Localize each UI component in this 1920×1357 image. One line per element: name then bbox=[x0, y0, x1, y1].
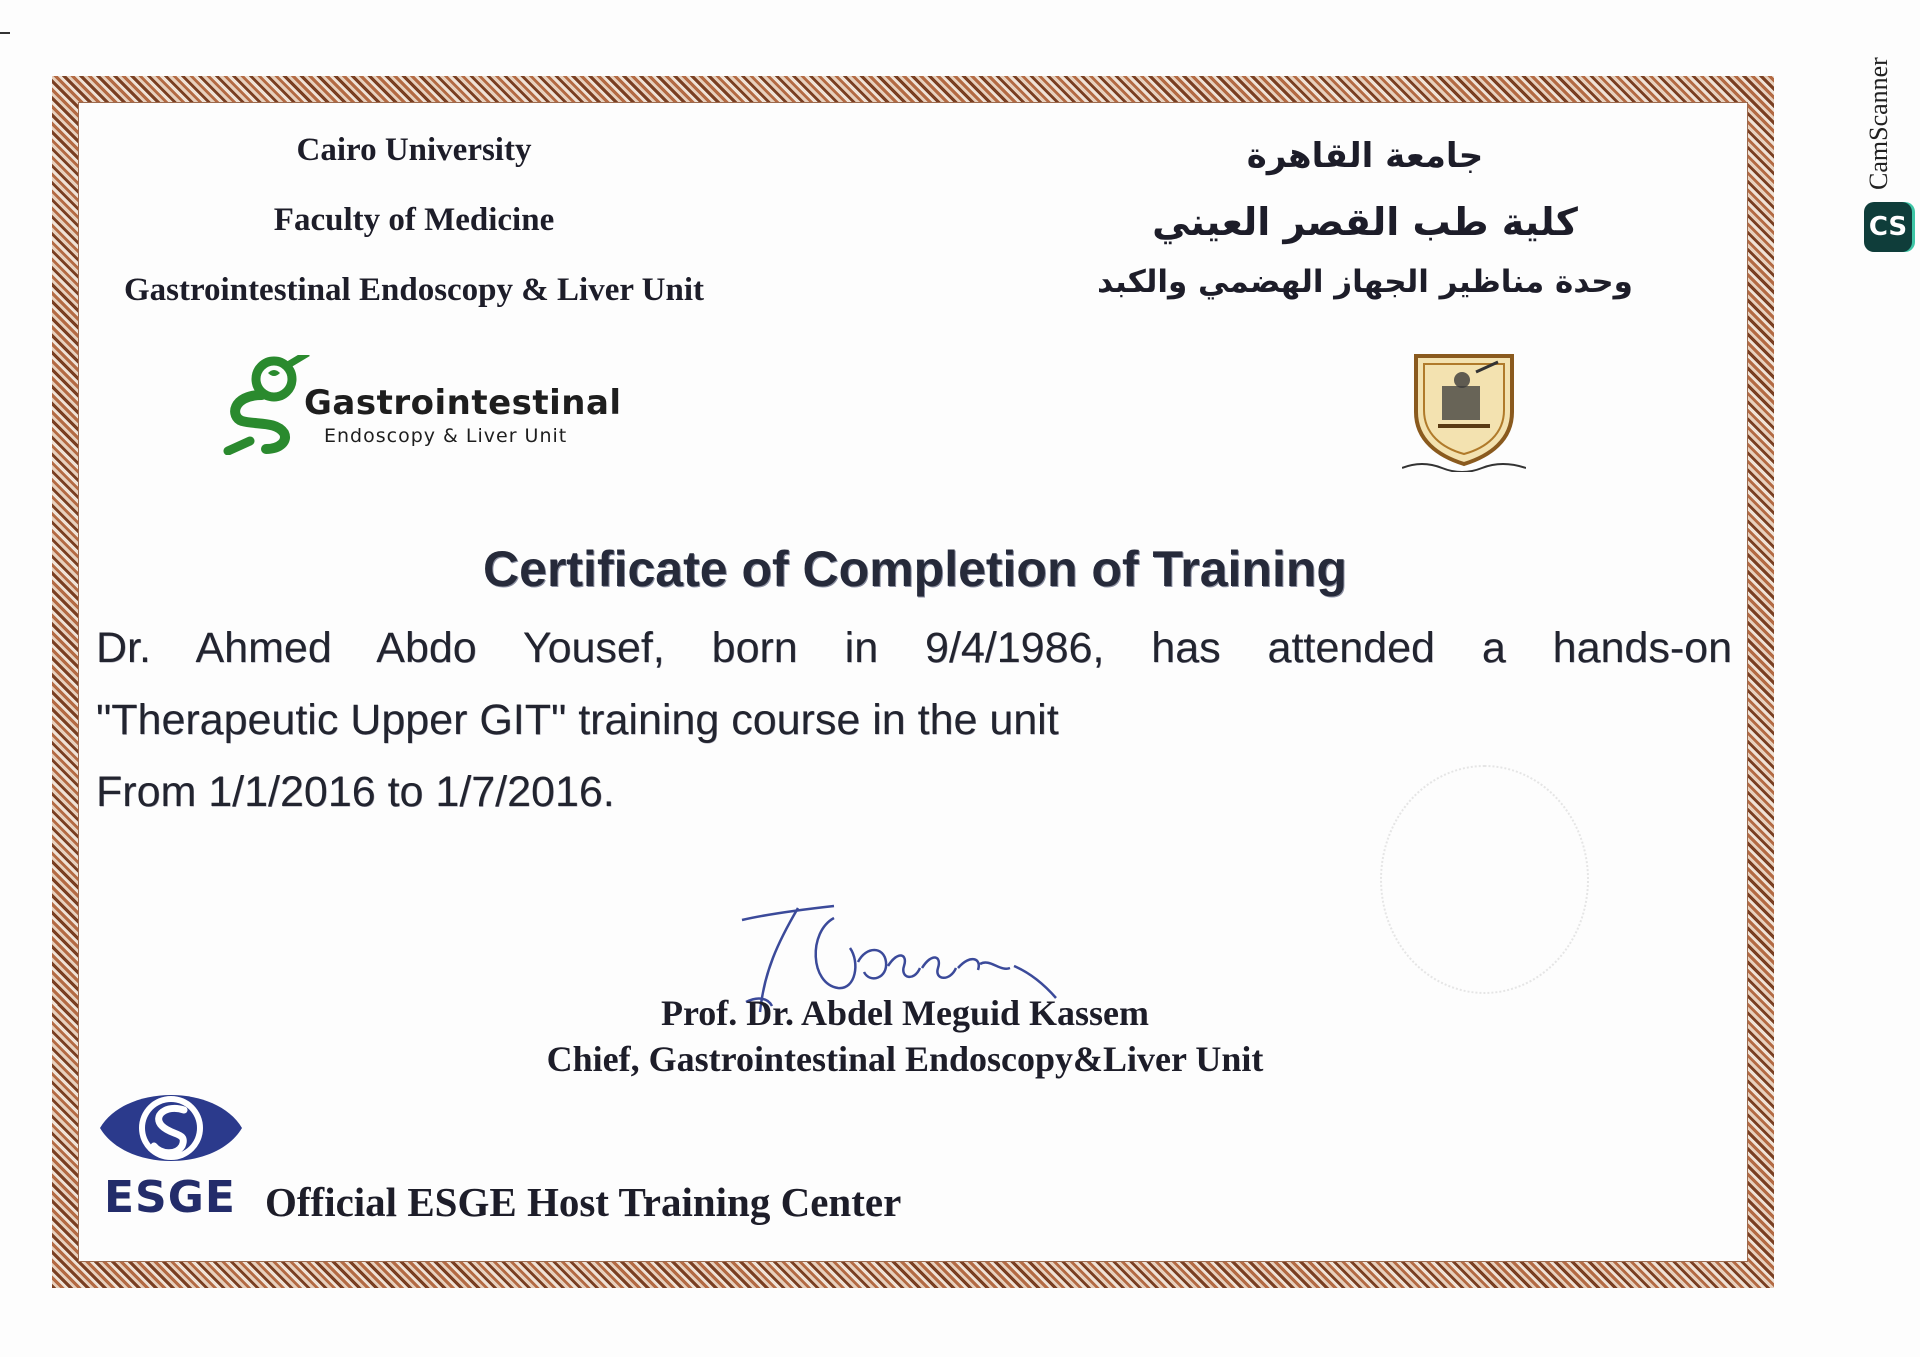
scan-mark bbox=[0, 32, 10, 34]
faculty-name: Faculty of Medicine bbox=[273, 202, 555, 238]
camscanner-watermark: CamScanner bbox=[1864, 57, 1893, 190]
unit-name: Gastrointestinal Endoscopy & Liver Unit bbox=[124, 272, 704, 308]
gi-logo-subtitle: Endoscopy & Liver Unit bbox=[324, 425, 568, 447]
faculty-name-arabic: كلية طب القصر العيني bbox=[1152, 200, 1578, 244]
university-name: Cairo University bbox=[296, 132, 532, 168]
certificate-date-range: From 1/1/2016 to 1/7/2016. bbox=[96, 768, 615, 816]
faint-stamp bbox=[1380, 765, 1589, 994]
certificate-statement-line-1: Dr. Ahmed Abdo Yousef, born in 9/4/1986, has attended a hands-on bbox=[96, 624, 1732, 672]
signatory-position: Chief, Gastrointestinal Endoscopy&Liver Unit bbox=[546, 1039, 1264, 1079]
certificate-statement-line-2: "Therapeutic Upper GIT" training course in the unit bbox=[96, 696, 1059, 744]
gi-figure-icon bbox=[222, 355, 312, 455]
unit-name-arabic: وحدة مناظير الجهاز الهضمي والكبد bbox=[1097, 264, 1633, 300]
cairo-university-seal-icon bbox=[1402, 352, 1526, 472]
university-name-arabic: جامعة القاهرة bbox=[1246, 136, 1484, 176]
esge-logo-text: ESGE bbox=[104, 1172, 236, 1223]
camscanner-badge-icon: CS bbox=[1864, 202, 1912, 252]
esge-eye-logo-icon bbox=[96, 1080, 246, 1176]
certificate-title: Certificate of Completion of Training bbox=[483, 541, 1347, 597]
esge-host-center-label: Official ESGE Host Training Center bbox=[265, 1179, 902, 1225]
gi-unit-logo bbox=[222, 355, 622, 455]
signatory-name: Prof. Dr. Abdel Meguid Kassem bbox=[660, 993, 1149, 1033]
gi-logo-title: Gastrointestinal bbox=[304, 383, 622, 423]
